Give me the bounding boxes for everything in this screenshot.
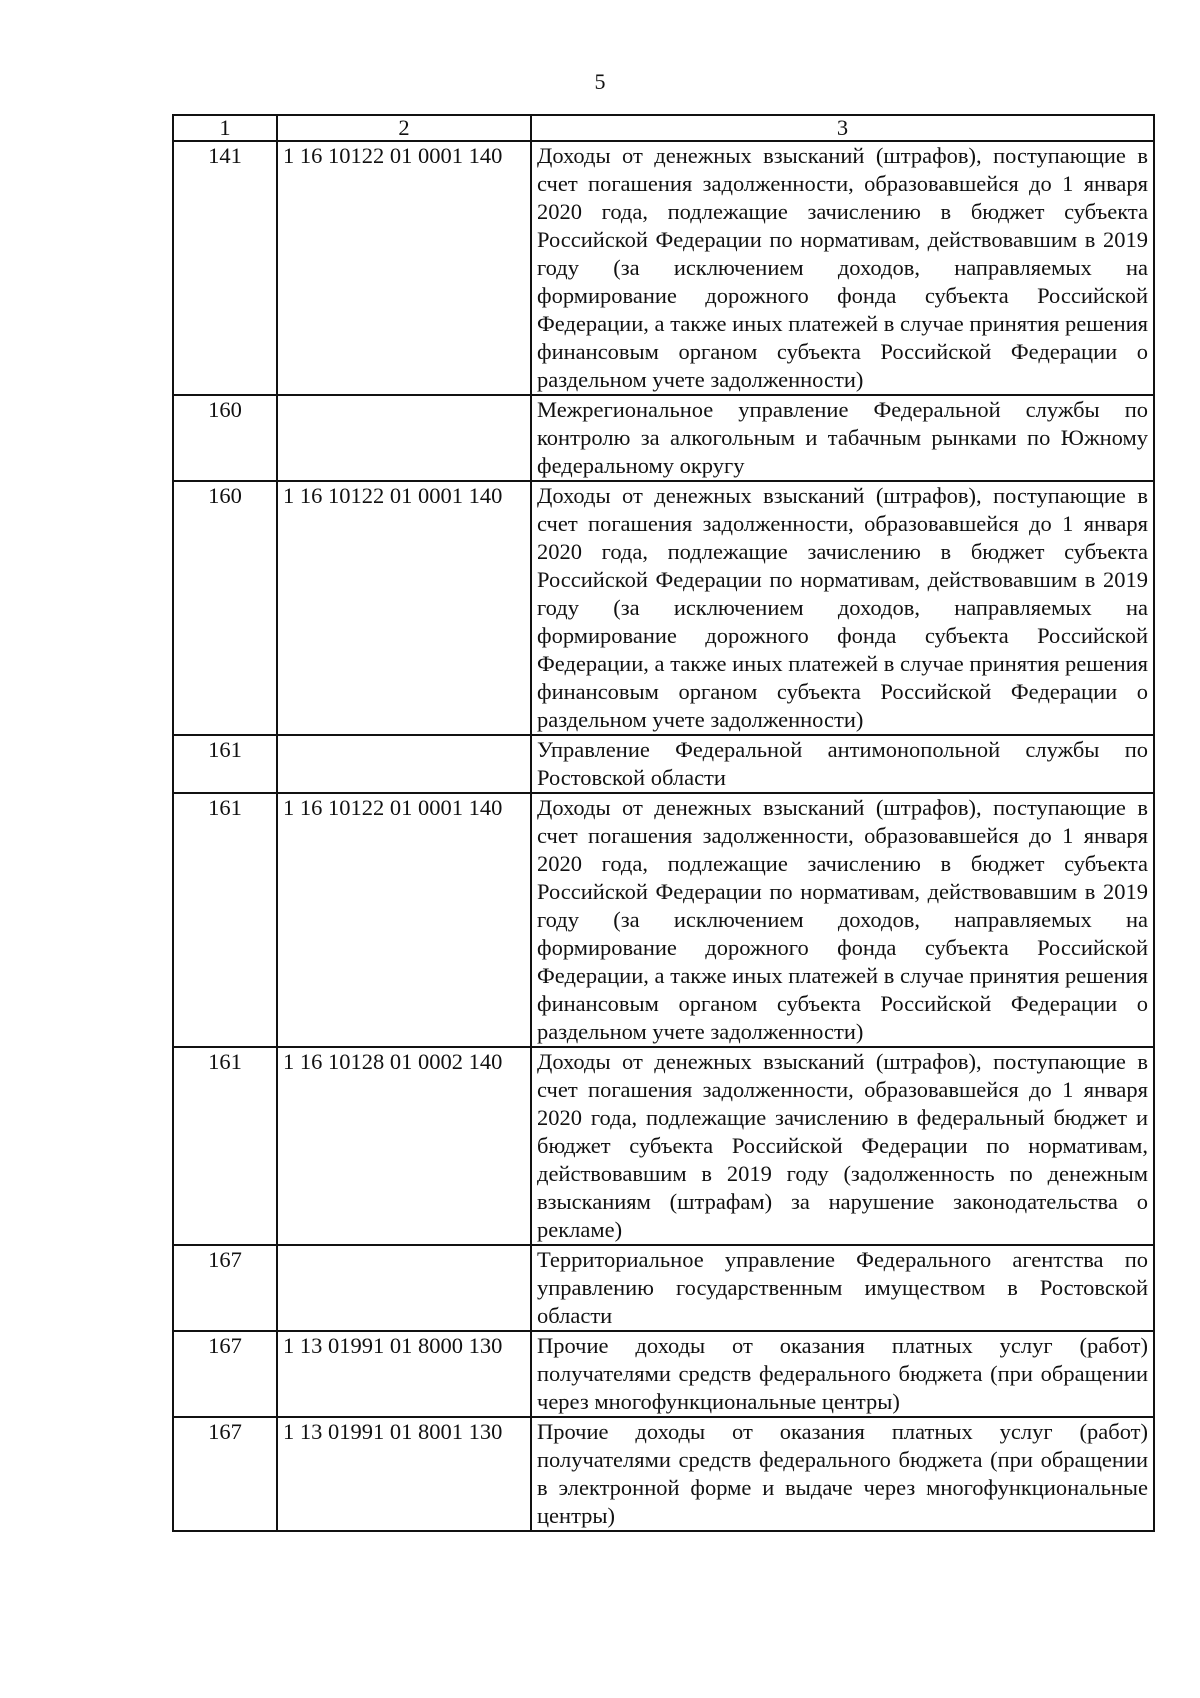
column-header-2: 2 — [277, 115, 531, 141]
admin-code-cell: 167 — [173, 1245, 277, 1331]
budget-classification-code-cell — [277, 735, 531, 793]
description-cell: Доходы от денежных взысканий (штрафов), поступающие в счет погашения задолженности, образовавшейся до 1 января 2020 года, подлежащие зачислению в бюджет субъекта Российской Федерации по нормативам, действовавшим в 2019 году (за исключением доходов, направляемых на формирование дорожного фонда субъекта Российской Федерации, а также иных платежей в случае принятия решения финансовым органом субъекта Российской Федерации о раздельном учете задолженности) — [531, 481, 1154, 735]
budget-classification-code-cell: 1 13 01991 01 8001 130 — [277, 1417, 531, 1531]
description-cell: Территориальное управление Федерального агентства по управлению государственным имуществом в Ростовской области — [531, 1245, 1154, 1331]
admin-code-cell: 160 — [173, 481, 277, 735]
description-cell: Управление Федеральной антимонопольной службы по Ростовской области — [531, 735, 1154, 793]
admin-code-cell: 167 — [173, 1331, 277, 1417]
page-number: 5 — [594, 69, 606, 94]
budget-classification-code-cell: 1 16 10122 01 0001 140 — [277, 141, 531, 395]
admin-code-cell: 161 — [173, 735, 277, 793]
budget-classification-code-cell — [277, 1245, 531, 1331]
budget-classification-code-cell: 1 16 10122 01 0001 140 — [277, 481, 531, 735]
description-cell: Доходы от денежных взысканий (штрафов), поступающие в счет погашения задолженности, образовавшейся до 1 января 2020 года, подлежащие зачислению в федеральный бюджет и бюджет субъекта Российской Федерации по нормативам, действовавшим в 2019 году (задолженность по денежным взысканиям (штрафам) за нарушение законодательства о рекламе) — [531, 1047, 1154, 1245]
table-row — [173, 793, 1154, 1047]
table-row — [173, 1047, 1154, 1245]
table-row — [173, 1331, 1154, 1417]
table-row — [173, 395, 1154, 481]
admin-code-cell: 141 — [173, 141, 277, 395]
column-header-3: 3 — [531, 115, 1154, 141]
table-row — [173, 141, 1154, 395]
admin-code-cell: 160 — [173, 395, 277, 481]
budget-classification-code-cell: 1 13 01991 01 8000 130 — [277, 1331, 531, 1417]
description-cell: Прочие доходы от оказания платных услуг (работ) получателями средств федерального бюджета (при обращении через многофункциональные центры) — [531, 1331, 1154, 1417]
description-cell: Прочие доходы от оказания платных услуг (работ) получателями средств федерального бюджета (при обращении в электронной форме и выдаче через многофункциональные центры) — [531, 1417, 1154, 1531]
table-row — [173, 1245, 1154, 1331]
admin-code-cell: 167 — [173, 1417, 277, 1531]
table-row — [173, 1417, 1154, 1531]
budget-classification-code-cell: 1 16 10128 01 0002 140 — [277, 1047, 531, 1245]
budget-classification-code-cell — [277, 395, 531, 481]
table-row — [173, 481, 1154, 735]
table-row — [173, 735, 1154, 793]
description-cell: Доходы от денежных взысканий (штрафов), поступающие в счет погашения задолженности, образовавшейся до 1 января 2020 года, подлежащие зачислению в бюджет субъекта Российской Федерации по нормативам, действовавшим в 2019 году (за исключением доходов, направляемых на формирование дорожного фонда субъекта Российской Федерации, а также иных платежей в случае принятия решения финансовым органом субъекта Российской Федерации о раздельном учете задолженности) — [531, 141, 1154, 395]
table-header-row — [173, 115, 1154, 141]
description-cell: Доходы от денежных взысканий (штрафов), поступающие в счет погашения задолженности, образовавшейся до 1 января 2020 года, подлежащие зачислению в бюджет субъекта Российской Федерации по нормативам, действовавшим в 2019 году (за исключением доходов, направляемых на формирование дорожного фонда субъекта Российской Федерации, а также иных платежей в случае принятия решения финансовым органом субъекта Российской Федерации о раздельном учете задолженности) — [531, 793, 1154, 1047]
budget-codes-table — [172, 114, 1155, 1532]
admin-code-cell: 161 — [173, 1047, 277, 1245]
admin-code-cell: 161 — [173, 793, 277, 1047]
budget-classification-code-cell: 1 16 10122 01 0001 140 — [277, 793, 531, 1047]
column-header-1: 1 — [173, 115, 277, 141]
description-cell: Межрегиональное управление Федеральной службы по контролю за алкогольным и табачным рынками по Южному федеральному округу — [531, 395, 1154, 481]
